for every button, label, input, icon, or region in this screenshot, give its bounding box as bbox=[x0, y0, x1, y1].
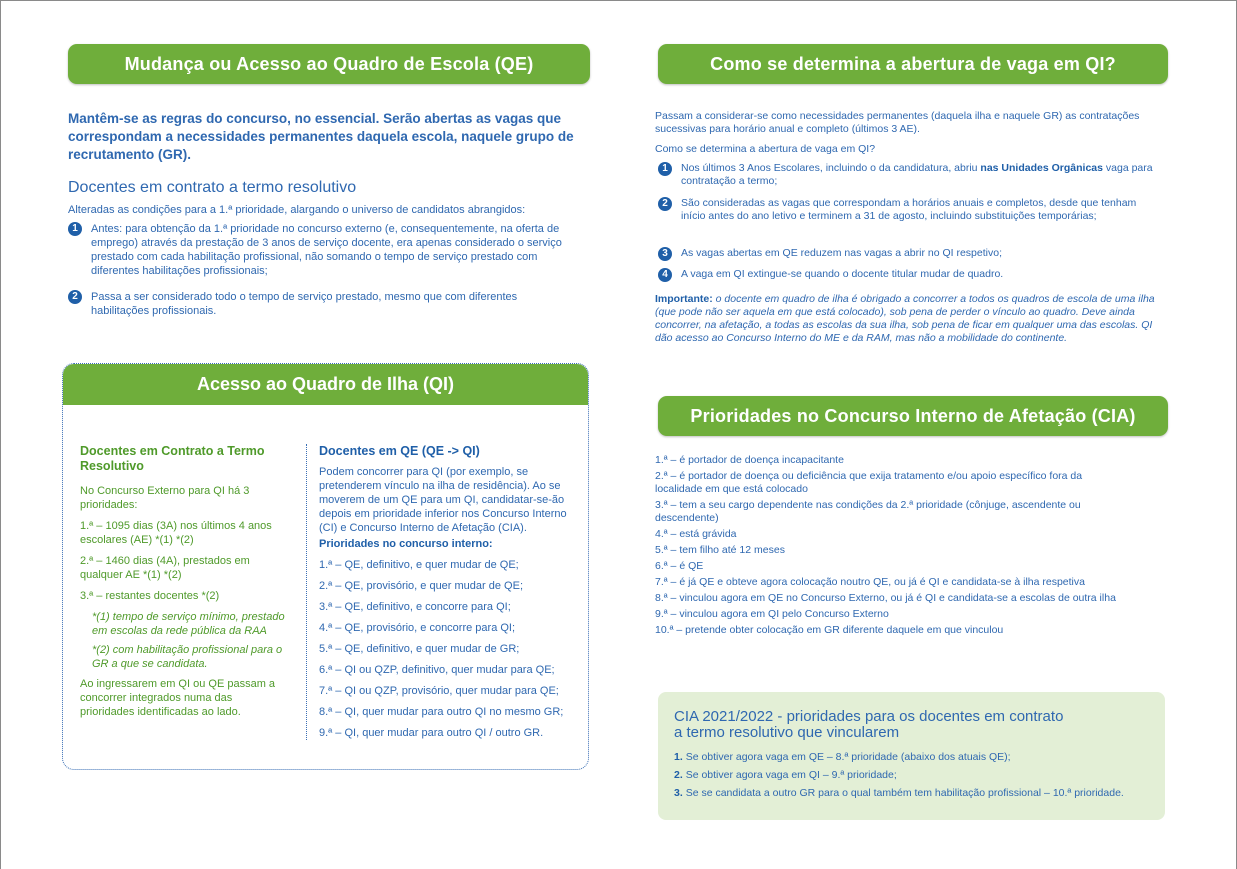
cia-prio-item: 6.ª – é QE bbox=[655, 560, 704, 572]
item-number: 3. bbox=[674, 787, 683, 799]
vaga-intro: Passam a considerar-se como necessidades permanentes (daquela ilha e naquele GR) as contratações sucessivas para horário anual e completo (últimos 3 AE). bbox=[655, 110, 1140, 135]
qe-intro: Alteradas as condições para a 1.ª prioridade, alargando o universo de candidatos abrangidos: bbox=[68, 204, 526, 216]
vaga-item-4 bbox=[658, 268, 1163, 282]
number-badge: 4 bbox=[658, 268, 672, 282]
qe-item-2 bbox=[68, 290, 578, 318]
vaga-item-text: As vagas abertas em QE reduzem nas vagas a abrir no QI respetivo; bbox=[681, 247, 1002, 259]
item-number: 2. bbox=[674, 769, 683, 781]
cia-2021-2022-box bbox=[658, 692, 1165, 820]
qe-header: Mudança ou Acesso ao Quadro de Escola (QE) bbox=[68, 44, 590, 84]
cia-prio-item: 10.ª – pretende obter colocação em GR diferente daquele em que vinculou bbox=[655, 624, 1004, 636]
qi-right-column bbox=[319, 444, 581, 740]
qi-left-title: Docentes em Contrato a Termo Resolutivo bbox=[80, 444, 265, 473]
column-divider bbox=[306, 444, 307, 740]
item-text: Se obtiver agora vaga em QE – 8.ª prioridade (abaixo dos atuais QE); bbox=[685, 751, 1011, 763]
number-badge: 2 bbox=[68, 290, 82, 304]
qi-left-p3: 3.ª – restantes docentes *(2) bbox=[80, 590, 220, 602]
qe-item-text: Passa a ser considerado todo o tempo de serviço prestado, mesmo que com diferentes habilitações profissionais. bbox=[91, 291, 518, 317]
qe-lead: Mantêm-se as regras do concurso, no essencial. Serão abertas as vagas que correspondam a necessidades permanentes daquela escola, naquele grupo de recrutamento (GR). bbox=[68, 111, 574, 162]
qi-prio-item: 9.ª – QI, quer mudar para outro QI / outro GR. bbox=[319, 727, 544, 739]
qi-left-column bbox=[80, 444, 295, 719]
vaga-header: Como se determina a abertura de vaga em QI? bbox=[658, 44, 1168, 84]
qi-right-prio-list bbox=[319, 558, 581, 740]
qi-left-p1: 1.ª – 1095 dias (3A) nos últimos 4 anos escolares (AE) *(1) *(2) bbox=[80, 520, 272, 546]
qi-header: Acesso ao Quadro de Ilha (QI) bbox=[63, 364, 588, 405]
number-badge: 2 bbox=[658, 197, 672, 211]
cia-2021-2022-item bbox=[674, 768, 1149, 782]
qe-item-text: Antes: para obtenção da 1.ª prioridade no concurso externo (e, consequentemente, na oferta de emprego) através da prestação de 3 anos de serviço docente, era apenas considerado o serviço prestado com cada habilitação profissional, não somando o tempo de serviço prestado com diferentes habilitações profissionais; bbox=[91, 223, 562, 277]
qi-prio-item: 3.ª – QE, definitivo, e concorre para QI; bbox=[319, 601, 511, 613]
cia-prio-item: 8.ª – vinculou agora em QE no Concurso Externo, ou já é QI e candidata-se a escolas de outra ilha bbox=[655, 592, 1116, 604]
cia-prio-list bbox=[655, 454, 1165, 640]
vaga-item-text: A vaga em QI extingue-se quando o docente titular mudar de quadro. bbox=[681, 268, 1004, 280]
qi-prio-item: 7.ª – QI ou QZP, provisório, quer mudar para QE; bbox=[319, 685, 559, 697]
qi-right-title: Docentes em QE (QE -> QI) bbox=[319, 444, 480, 458]
qi-right-prio-title: Prioridades no concurso interno: bbox=[319, 538, 493, 550]
qe-subheading: Docentes em contrato a termo resolutivo bbox=[68, 179, 357, 196]
qi-left-note-2: *(2) com habilitação profissional para o GR a que se candidata. bbox=[92, 644, 283, 670]
number-badge: 1 bbox=[68, 222, 82, 236]
qi-prio-item: 4.ª – QE, provisório, e concorre para QI; bbox=[319, 622, 516, 634]
qi-prio-item: 5.ª – QE, definitivo, e quer mudar de GR; bbox=[319, 643, 520, 655]
vaga-item-text: Nos últimos 3 Anos Escolares, incluindo o da candidatura, abriu nas Unidades Orgânicas vaga para contratação a termo; bbox=[681, 162, 1153, 187]
cia-2021-2022-list bbox=[674, 750, 1149, 800]
qi-prio-item: 1.ª – QE, definitivo, e quer mudar de QE; bbox=[319, 559, 519, 571]
cia-prio-item: 1.ª – é portador de doença incapacitante bbox=[655, 454, 844, 466]
cia-header: Prioridades no Concurso Interno de Afetação (CIA) bbox=[658, 396, 1168, 436]
vaga-item-text: São consideradas as vagas que correspondam a horários anuais e completos, desde que tenham início antes do ano letivo e terminem a 31 de agosto, incluindo substituições temporárias; bbox=[681, 197, 1137, 222]
cia-2021-2022-item bbox=[674, 750, 1149, 764]
cia-prio-item: 9.ª – vinculou agora em QI pelo Concurso Externo bbox=[655, 608, 889, 620]
qi-left-intro: No Concurso Externo para QI há 3 prioridades: bbox=[80, 485, 250, 511]
qi-left-note-1: *(1) tempo de serviço mínimo, prestado em escolas da rede pública da RAA bbox=[92, 611, 285, 637]
cia-2021-2022-item bbox=[674, 786, 1149, 800]
cia-prio-item: 2.ª – é portador de doença ou deficiência que exija tratamento e/ou apoio específico fora da localidade em que está colocado bbox=[655, 470, 1083, 495]
vaga-item-1 bbox=[658, 162, 1163, 188]
qi-prio-item: 2.ª – QE, provisório, e quer mudar de QE; bbox=[319, 580, 523, 592]
cia-prio-item: 5.ª – tem filho até 12 meses bbox=[655, 544, 785, 556]
cia-prio-item: 7.ª – é já QE e obteve agora colocação noutro QE, ou já é QI e candidata-se à ilha respetiva bbox=[655, 576, 1085, 588]
number-badge: 1 bbox=[658, 162, 672, 176]
item-text: Se obtiver agora vaga em QI – 9.ª prioridade; bbox=[685, 769, 897, 781]
vaga-important: Importante: o docente em quadro de ilha é obrigado a concorrer a todos os quadros de escola de uma ilha (que pode não ser aquela em que está colocado), sob pena de perder o vínculo ao quadro. Deve ainda concorrer, na afetação, a todas as escolas da sua ilha, sob pena de ficar em qualquer uma das escolas. QI dão acesso ao Concurso Interno do ME e da RAM, mas não a mobilidade do continente. bbox=[655, 293, 1155, 344]
qi-prio-item: 8.ª – QI, quer mudar para outro QI no mesmo GR; bbox=[319, 706, 564, 718]
item-number: 1. bbox=[674, 751, 683, 763]
vaga-item-2 bbox=[658, 197, 1163, 223]
vaga-item-3 bbox=[658, 247, 1163, 261]
qi-box bbox=[62, 363, 589, 770]
vaga-question: Como se determina a abertura de vaga em QI? bbox=[655, 143, 876, 155]
cia-prio-item: 4.ª – está grávida bbox=[655, 528, 737, 540]
item-text: Se se candidata a outro GR para o qual também tem habilitação profissional – 10.ª prioridade. bbox=[685, 787, 1124, 799]
qe-item-1 bbox=[68, 222, 578, 278]
number-badge: 3 bbox=[658, 247, 672, 261]
qi-prio-item: 6.ª – QI ou QZP, definitivo, quer mudar para QE; bbox=[319, 664, 555, 676]
qi-right-intro: Podem concorrer para QI (por exemplo, se pretenderem vínculo na ilha de residência). Ao se moverem de um QE para um QI, candidatar-se-ão depois em prioridade inferior nos Concurso Interno (CI) e Concurso Interno de Afetação (CIA). bbox=[319, 466, 567, 534]
qi-left-outro: Ao ingressarem em QI ou QE passam a concorrer integrados numa das prioridades identificadas ao lado. bbox=[80, 678, 276, 718]
cia-2021-2022-title: CIA 2021/2022 - prioridades para os docentes em contrato a termo resolutivo que vincularem bbox=[674, 708, 1064, 741]
qi-left-p2: 2.ª – 1460 dias (4A), prestados em qualquer AE *(1) *(2) bbox=[80, 555, 250, 581]
cia-prio-item: 3.ª – tem a seu cargo dependente nas condições da 2.ª prioridade (cônjuge, ascendente ou descendente) bbox=[655, 499, 1081, 524]
